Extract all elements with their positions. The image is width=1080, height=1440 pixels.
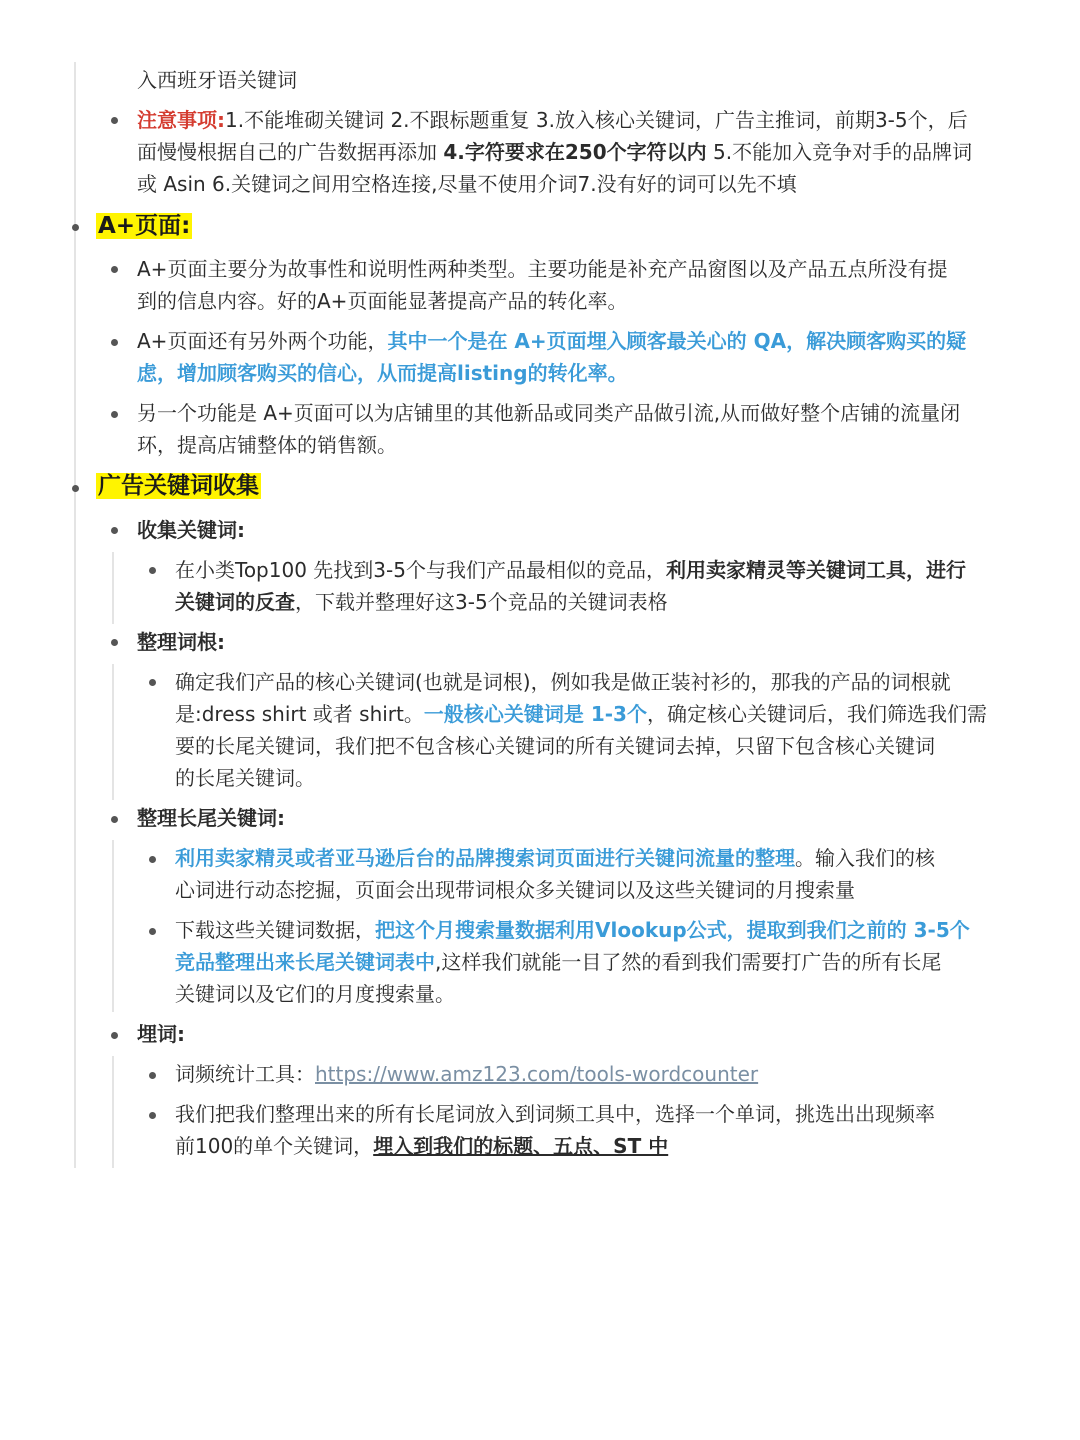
aplus-p2-emphasis: 其中一个是在 A+页面埋入顾客最关心的 QA，解决顾客购买的疑 [387, 329, 967, 353]
wordcounter-link[interactable]: https://www.amz123.com/tools-wordcounter [315, 1062, 759, 1086]
collect-line-2 [175, 586, 668, 618]
bullet-dot [111, 411, 118, 418]
collect-line-1 [175, 554, 966, 586]
intro-line: 入西班牙语关键词 [137, 68, 297, 92]
aplus-p2-line-1 [137, 325, 966, 357]
collect-text: 在小类Top100 先找到3-5个与我们产品最相似的竞品， [175, 558, 666, 582]
bullet-dot [111, 816, 118, 823]
bullet-dot [111, 117, 118, 124]
root-emphasis: 一般核心关键词是 1-3个 [423, 702, 647, 726]
root-line-4: 的长尾关键词。 [175, 766, 315, 790]
bury-line-2 [175, 1130, 668, 1162]
bullet-dot [111, 1032, 118, 1039]
root-line-2 [175, 698, 987, 730]
bullet-dot [111, 639, 118, 646]
bury-text: 前100的单个关键词， [175, 1134, 374, 1158]
outline-guide-root [112, 664, 114, 800]
ads-heading-highlight: 广告关键词收集 [98, 473, 259, 499]
collect-bold: 利用卖家精灵等关键词工具，进行 [665, 558, 966, 582]
notice-bold-rule: 4.字符要求在250个字符以内 [443, 140, 707, 164]
bury-title: 埋词: [137, 1022, 185, 1046]
collect-bold: 关键词的反查 [175, 590, 295, 614]
notice-text: 面慢慢根据自己的广告数据再添加 [137, 140, 444, 164]
longtail-a-line-1 [175, 842, 935, 874]
longtail-b-line-3: 关键词以及它们的月度搜索量。 [175, 982, 455, 1006]
bury-line-1: 我们把我们整理出来的所有长尾词放入到词频工具中，选择一个单词，挑选出出现频率 [175, 1102, 935, 1126]
root-title: 整理词根: [137, 630, 225, 654]
aplus-heading [96, 210, 192, 242]
bullet-dot [72, 224, 79, 231]
longtail-text: 下载这些关键词数据， [175, 918, 375, 942]
bullet-dot [111, 527, 118, 534]
bullet-dot [149, 1072, 156, 1079]
longtail-a-line-2: 心词进行动态挖掘，页面会出现带词根众多关键词以及这些关键词的月搜索量 [175, 878, 855, 902]
notice-line-2 [137, 136, 972, 168]
bullet-dot [111, 266, 118, 273]
longtail-emphasis: 竞品整理出来长尾关键词表中 [175, 950, 435, 974]
bury-tool-label: 词频统计工具： [175, 1062, 315, 1086]
root-line-3: 要的长尾关键词，我们把不包含核心关键词的所有关键词去掉，只留下包含核心关键词 [175, 734, 935, 758]
bullet-dot [149, 1112, 156, 1119]
aplus-p2-text: A+页面还有另外两个功能， [137, 329, 388, 353]
longtail-emphasis: 利用卖家精灵或者亚马逊后台的品牌搜索词页面进行关键问流量的整理 [175, 846, 795, 870]
longtail-title: 整理长尾关键词: [137, 806, 285, 830]
root-text: 是:dress shirt 或者 shirt。 [175, 702, 424, 726]
aplus-p1-line-1: A+页面主要分为故事性和说明性两种类型。主要功能是补充产品窗图以及产品五点所没有提 [137, 257, 948, 281]
bullet-dot [72, 485, 79, 492]
longtail-text: ,这样我们就能一目了然的看到我们需要打广告的所有长尾 [435, 950, 942, 974]
aplus-p1-line-2: 到的信息内容。好的A+页面能显著提高产品的转化率。 [137, 289, 628, 313]
outline-guide-bury [112, 1056, 114, 1168]
notice-text: 1.不能堆砌关键词 2.不跟标题重复 3.放入核心关键词，广告主推词，前期3-5个，后 [225, 108, 968, 132]
root-text: ，确定核心关键词后，我们筛选我们需 [646, 702, 987, 726]
aplus-p3-line-2: 环，提高店铺整体的销售额。 [137, 433, 397, 457]
longtail-b-line-2 [175, 946, 941, 978]
bullet-dot [149, 856, 156, 863]
longtail-b-line-1 [175, 914, 970, 946]
notice-line-1 [137, 104, 968, 136]
longtail-emphasis: 把这个月搜索量数据利用Vlookup公式，提取到我们之前的 3-5个 [375, 918, 970, 942]
aplus-p2-line-2: 虑，增加顾客购买的信心，从而提高listing的转化率。 [137, 361, 628, 385]
notice-line-3: 或 Asin 6.关键词之间用空格连接,尽量不使用介词7.没有好的词可以先不填 [137, 172, 797, 196]
bullet-dot [111, 339, 118, 346]
notice-text: 5.不能加入竞争对手的品牌词 [706, 140, 973, 164]
notice-label: 注意事项: [137, 108, 225, 132]
outline-guide-collect [112, 552, 114, 624]
ads-heading [96, 470, 261, 502]
bullet-dot [149, 567, 156, 574]
aplus-heading-highlight: A+页面: [98, 213, 191, 239]
bullet-dot [149, 679, 156, 686]
bury-underlined: 埋入到我们的标题、五点、ST 中 [373, 1134, 669, 1158]
bury-tool-line [175, 1058, 758, 1090]
bullet-dot [149, 928, 156, 935]
collect-text: ，下载并整理好这3-5个竞品的关键词表格 [295, 590, 668, 614]
collect-title: 收集关键词: [137, 518, 245, 542]
root-line-1: 确定我们产品的核心关键词(也就是词根)，例如我是做正装衬衫的，那我的产品的词根就 [175, 670, 951, 694]
outline-guide-longtail [112, 840, 114, 1012]
aplus-p3-line-1: 另一个功能是 A+页面可以为店铺里的其他新品或同类产品做引流,从而做好整个店铺的流量闭 [137, 401, 961, 425]
longtail-text: 。输入我们的核 [795, 846, 935, 870]
